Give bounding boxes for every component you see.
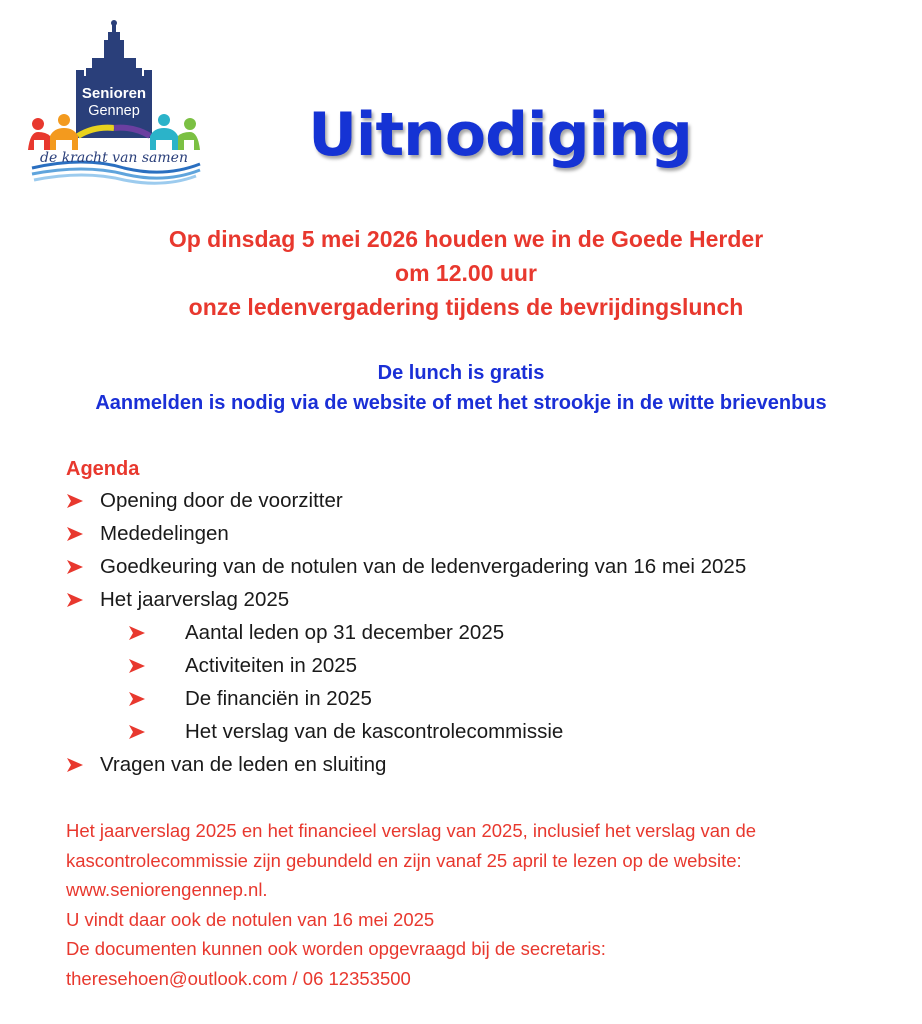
agenda-subitem xyxy=(66,616,906,649)
arrow-bullet-icon xyxy=(66,526,100,542)
agenda-subitem xyxy=(66,715,906,748)
agenda-section xyxy=(66,454,906,781)
agenda-item xyxy=(66,583,906,616)
arrow-bullet-icon xyxy=(66,559,100,575)
agenda-item-text: Het jaarverslag 2025 xyxy=(100,587,290,611)
agenda-subitem-text: De financiën in 2025 xyxy=(185,686,372,710)
agenda-subitem xyxy=(66,682,906,715)
arrow-bullet-icon xyxy=(128,691,185,707)
footer-line: U vindt daar ook de notulen van 16 mei 2025 xyxy=(66,908,435,930)
arrow-bullet-icon xyxy=(66,493,100,509)
logo-tagline: de kracht van samen xyxy=(40,150,188,166)
lunch-block xyxy=(0,358,922,418)
secretary-contact[interactable]: theresehoen@outlook.com / 06 12353500 xyxy=(66,967,411,989)
agenda-subitem xyxy=(66,649,906,682)
logo-line2: Gennep xyxy=(88,103,140,119)
arrow-bullet-icon xyxy=(66,757,100,773)
agenda-item-text: Goedkeuring van de notulen van de ledenvergadering van 16 mei 2025 xyxy=(100,554,747,578)
agenda-subitem-text: Activiteiten in 2025 xyxy=(185,653,358,677)
page-title: Uitnodiging xyxy=(308,100,692,170)
website-link[interactable]: www.seniorengennep.nl. xyxy=(66,879,268,900)
lunch-free-text: De lunch is gratis xyxy=(377,362,545,384)
intro-line-time: om 12.00 uur xyxy=(395,260,537,286)
footer-line: kascontrolecommissie zijn gebundeld en zijn vanaf 25 april te lezen op de website: xyxy=(66,849,742,871)
arrow-bullet-icon xyxy=(128,625,185,641)
agenda-item-text: Vragen van de leden en sluiting xyxy=(100,752,387,776)
arrow-bullet-icon xyxy=(128,658,185,674)
footer-line: De documenten kunnen ook worden opgevraagd bij de secretaris: xyxy=(66,938,606,959)
intro-block xyxy=(0,222,922,324)
agenda-item xyxy=(66,517,906,550)
agenda-item xyxy=(66,748,906,781)
footer-line: Het jaarverslag 2025 en het financieel verslag van 2025, inclusief het verslag van de xyxy=(66,820,757,841)
agenda-subitem-text: Aantal leden op 31 december 2025 xyxy=(185,620,505,644)
footer-notes xyxy=(66,816,906,993)
intro-line-meeting: onze ledenvergadering tijdens de bevrijdingslunch xyxy=(188,294,744,320)
registration-text: Aanmelden is nodig via de website of met het strookje in de witte brievenbus xyxy=(95,392,827,414)
arrow-bullet-icon xyxy=(66,592,100,608)
agenda-heading: Agenda xyxy=(66,458,140,480)
agenda-subitem-text: Het verslag van de kascontrolecommissie xyxy=(185,719,564,743)
arrow-bullet-icon xyxy=(128,724,185,740)
intro-line-date: Op dinsdag 5 mei 2026 houden we in de Goede Herder xyxy=(168,226,764,252)
agenda-item-text: Mededelingen xyxy=(100,521,229,545)
agenda-item-text: Opening door de voorzitter xyxy=(100,488,343,512)
agenda-item xyxy=(66,484,906,517)
logo-line1: Senioren xyxy=(81,85,147,102)
agenda-list xyxy=(66,484,906,781)
agenda-item xyxy=(66,550,906,583)
